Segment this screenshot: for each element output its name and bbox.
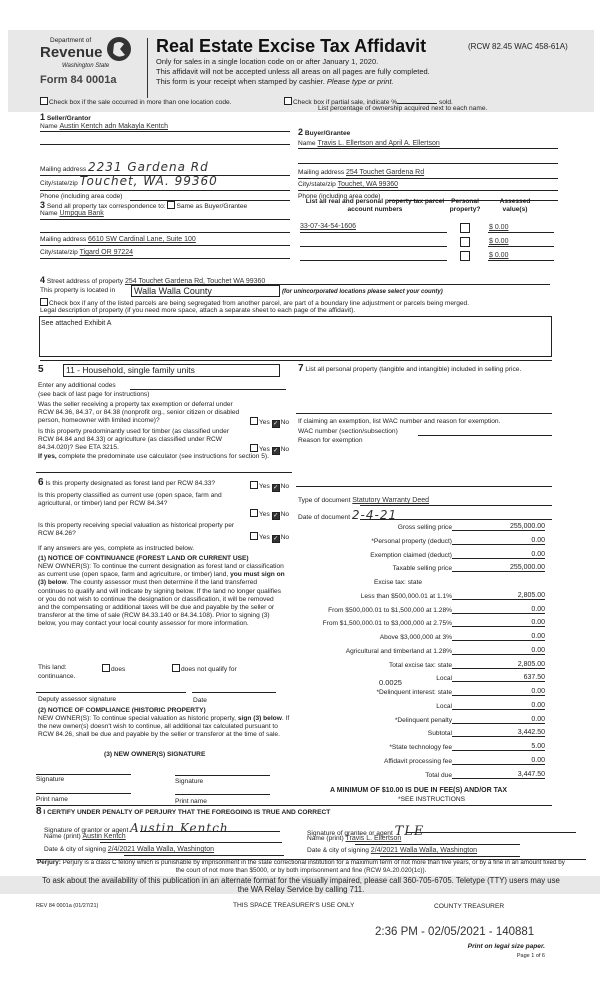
text-bold: you must sign on (3) below — [38, 571, 285, 587]
local-rate: 0.0025 — [379, 678, 402, 687]
minimum-due-note: A MINIMUM OF $10.00 IS DUE IN FEE(S) AND/OR TAX — [330, 787, 508, 794]
buyer-name[interactable]: Travis L. Ellertson and April A. Ellertson — [317, 140, 440, 147]
subtitle-line: This form is your receipt when stamped by cashier. — [156, 77, 325, 86]
label: Name (print) — [307, 835, 344, 842]
tax-row-value[interactable]: 3,447.50 — [452, 771, 545, 779]
section-number: 7 — [298, 363, 304, 374]
treasurer-use-label: THIS SPACE TREASURER'S USE ONLY — [233, 902, 355, 909]
tax-row-label: Exemption claimed (deduct) — [370, 551, 452, 559]
forest-yes-checkbox[interactable] — [250, 481, 258, 489]
tax-row-value[interactable]: 637.50 — [452, 674, 545, 682]
seller-heading: Seller/Grantor — [46, 115, 91, 122]
print-name-label: Print name — [36, 796, 68, 803]
yes-label: Yes — [259, 446, 270, 453]
date-label: Date — [193, 697, 207, 704]
deputy-signature-label: Deputy assessor signature — [38, 696, 117, 703]
tax-row-label: Above $3,000,000 at 3% — [379, 634, 452, 641]
continuance-label: continuance. — [38, 673, 76, 680]
reason-label: Reason for exemption — [298, 437, 363, 444]
personal-property-heading: List all personal property (tangible and intangible) included in selling price. — [305, 366, 522, 373]
partial-sale-label: Check box if partial sale, indicate % — [293, 99, 398, 106]
tax-row-label: *Delinquent penalty — [394, 716, 452, 724]
legal-size-note: Print on legal size paper. — [467, 943, 545, 950]
personal-property-checkbox[interactable] — [460, 223, 470, 233]
historic-yes-checkbox[interactable] — [250, 532, 258, 540]
seller-mailing[interactable]: 2231 Gardena Rd — [88, 160, 209, 174]
tax-row-label: *Delinquent interest: state — [376, 689, 452, 696]
deputy-date-input[interactable] — [192, 692, 276, 693]
this-land-label: This land: — [38, 664, 67, 671]
form-number: Form 84 0001a — [40, 74, 117, 86]
grantee-date[interactable]: 2/4/2021 Walla Walla, Washington — [370, 847, 478, 854]
doc-date-input[interactable]: 2-4-21 — [351, 508, 398, 522]
correspondence-mailing[interactable]: 6610 SW Cardinal Lane, Suite 100 — [88, 236, 196, 243]
assessed-value-input[interactable]: $ 0.00 — [489, 238, 509, 245]
current-use-yes-checkbox[interactable] — [250, 509, 258, 517]
tax-row-value[interactable]: 255,000.00 — [452, 564, 545, 572]
deputy-signature-input[interactable] — [36, 692, 186, 693]
wac-label: WAC number (section/subsection) — [298, 428, 398, 435]
owner-signature-input[interactable] — [36, 774, 131, 775]
grantee-name[interactable]: Travis L. Ellertson — [345, 835, 402, 842]
tax-row-value[interactable]: 0.00 — [452, 688, 545, 696]
personal-property-checkbox[interactable] — [460, 251, 470, 261]
tax-row-value[interactable]: 0.00 — [452, 551, 545, 559]
does-not-label: does not qualify for — [181, 666, 237, 673]
parcel-underline — [300, 246, 447, 247]
same-as-buyer-label: Same as Buyer/Grantee — [176, 203, 248, 210]
personal-property-checkbox[interactable] — [460, 237, 470, 247]
label: Mailing address — [298, 169, 345, 176]
same-as-buyer-checkbox[interactable] — [167, 201, 175, 209]
section-number: 4 — [40, 275, 46, 285]
current-use-question: Is this property classified as current use (open space, farm and agricultural, or timber) land per RCW 84.34? — [38, 492, 222, 508]
tax-row-label: Total excise tax: state — [388, 661, 452, 669]
grantor-name[interactable]: Austin Kentch — [82, 833, 126, 840]
text-bold: sign (3) below — [237, 715, 282, 722]
ownership-note: List percentage of ownership acquired next to each name. — [318, 105, 488, 112]
accessibility-note: To ask about the availability of this publication in an alternate format for the visually impaired, please call 360-705-6705. Teletype (TTY) users may use the WA Relay Service by calling 711. — [42, 876, 560, 894]
legal-description-input[interactable]: See attached Exhibit A — [39, 316, 552, 357]
subtitle-line: Only for sales in a single location code on or after January 1, 2020. — [156, 57, 379, 66]
assessed-header: Assessed value(s) — [499, 198, 531, 213]
additional-codes-label: Enter any additional codes — [38, 382, 116, 389]
label: City/state/zip — [40, 249, 78, 256]
new-owner-signature-title: (3) NEW OWNER(S) SIGNATURE — [104, 751, 206, 758]
correspondence-city[interactable]: Tigard OR 97224 — [79, 249, 134, 256]
owner-print-name-input[interactable] — [36, 793, 131, 794]
section-number: 3 — [40, 200, 46, 210]
revenue-logo-icon — [104, 35, 134, 63]
buyer-phone-label: Phone (including area code) — [298, 193, 381, 200]
county-note: (for unincorporated locations please select your county) — [282, 289, 443, 295]
q1-yes-checkbox[interactable] — [250, 417, 258, 425]
instructions-note: (see back of last page for instructions) — [38, 391, 150, 398]
multi-location-checkbox[interactable] — [40, 97, 48, 105]
q2-yes-checkbox[interactable] — [250, 444, 258, 452]
section-number: 1 — [40, 112, 46, 122]
label: Name — [40, 210, 58, 217]
note-text: complete the predominate use calculator (see instructions for section 5). — [58, 453, 269, 460]
partial-sale-suffix: sold. — [438, 99, 453, 106]
tax-row-value[interactable]: 255,000.00 — [452, 523, 545, 531]
notice-continuance-title: (1) NOTICE OF CONTINUANCE (FOREST LAND OR CURRENT USE) — [38, 555, 249, 562]
forest-no-checkbox[interactable]: ✓ — [273, 485, 279, 491]
tax-row-label: Gross selling price — [397, 524, 452, 531]
doc-date-label: Date of document — [298, 514, 351, 521]
assessed-underline — [488, 260, 554, 261]
tax-row-label: Agricultural and timberland at 1.28% — [345, 647, 452, 655]
multi-location-label: Check box if the sale occurred in more than one location code. — [49, 99, 232, 106]
label: Name — [298, 140, 316, 147]
historic-no-checkbox[interactable]: ✓ — [273, 536, 279, 542]
reason-input[interactable] — [296, 486, 552, 487]
tax-row-value[interactable]: 0.00 — [452, 716, 545, 724]
tax-row-value[interactable]: 0.00 — [452, 537, 545, 545]
no-label: No — [280, 419, 290, 426]
exemption-question: Was the seller receiving a property tax exemption or deferral under RCW 84.36, 84.37, or 84.38 (nonprofit org., senior citizen or disabled person, homeowner with limited income)? — [38, 401, 240, 425]
buyer-city[interactable]: Touchet, WA 99360 — [337, 181, 399, 188]
does-qualify-checkbox[interactable] — [102, 664, 110, 672]
tax-row-label: Local — [436, 702, 452, 710]
parcel-underline — [300, 260, 447, 261]
signature-label: Signature — [36, 776, 65, 783]
no-label: No — [280, 446, 290, 453]
forest-question: Is this property designated as forest land per RCW 84.33? — [45, 480, 216, 487]
segregated-checkbox[interactable] — [40, 298, 48, 306]
located-label: This property is located in — [40, 287, 116, 294]
historic-question: Is this property receiving special valuation as historical property per RCW 84.26? — [38, 522, 235, 538]
label: Mailing address — [40, 236, 87, 243]
q2-no-checkbox[interactable]: ✓ — [273, 448, 279, 454]
grantor-signature[interactable]: Austin Kentch — [130, 821, 229, 835]
signature-label: Signature — [175, 778, 204, 785]
tax-row-label: Subtotal — [427, 730, 452, 738]
tax-row-label: Total due — [425, 771, 452, 779]
label: City/state/zip — [298, 181, 336, 188]
perjury-bold: Perjury: — [37, 859, 61, 866]
property-street[interactable]: 254 Touchet Gardena Rd, Touchet WA 99360 — [124, 278, 266, 285]
tax-row-value[interactable]: 3,442.50 — [452, 729, 545, 737]
no-label: No — [280, 511, 290, 518]
text: NEW OWNER(S): To continue the current designation as forest land or classification as current use (open space, farm and agriculture, or timber) land, — [38, 563, 284, 579]
q1-no-checkbox[interactable]: ✓ — [273, 421, 279, 427]
yes-label: Yes — [259, 419, 270, 426]
personal-header: Personal property? — [449, 198, 481, 213]
additional-codes-input[interactable] — [130, 389, 286, 390]
perjury-text: Perjury is a class C felony which is punishable by imprisonment in the state correctional institution for a maximum term of not more than five years, or by a fine in an amount fixed by the court of not more than $5000, or by both imprisonment and fine (RCW 9A.20.020(1c)). — [62, 859, 565, 874]
tax-row-value[interactable]: 0.00 — [452, 633, 545, 641]
label: Date & city of signing — [307, 847, 369, 854]
text: . If the new owner(s) doesn't wish to continue, all additional tax calculated pursuant to RCW 84.26, shall be due and payable by the seller or transferor at the time of sale. — [38, 715, 290, 739]
parcel-number-input[interactable]: 33-07-34-54-1606 — [300, 223, 357, 230]
tax-row-label: *State technology fee — [389, 744, 452, 751]
tax-row-label: Taxable selling price — [392, 565, 452, 573]
page-number: Page 1 of 6 — [516, 953, 545, 959]
notice-compliance-text — [38, 715, 290, 740]
correspondence-name[interactable]: Umpqua Bank — [59, 210, 104, 217]
tax-row-value[interactable]: 2,805.00 — [452, 592, 545, 600]
assessed-value-input[interactable]: $ 0.00 — [489, 252, 509, 259]
owner-print-name-input[interactable] — [175, 794, 270, 795]
form-citation: (RCW 82.45 WAC 458-61A) — [468, 42, 568, 51]
certify-statement: I CERTIFY UNDER PENALTY OF PERJURY THAT THE FOREGOING IS TRUE AND CORRECT — [43, 809, 331, 816]
text: NEW OWNER(S): To continue special valuation as historic property, — [38, 715, 237, 722]
yes-label: Yes — [259, 534, 270, 541]
yes-label: Yes — [259, 483, 270, 490]
buyer-mailing[interactable]: 254 Touchet Gardena Rd — [346, 169, 425, 176]
tax-row-value[interactable]: 0.00 — [452, 702, 545, 710]
assessed-underline — [488, 246, 554, 247]
no-label: No — [280, 534, 290, 541]
yes-label: Yes — [259, 511, 270, 518]
section-number: 8 — [36, 806, 42, 817]
no-label: No — [280, 483, 290, 490]
doc-type-input[interactable]: Statutory Warranty Deed — [352, 497, 430, 504]
treasurer-stamp: 2:36 PM - 02/05/2021 - 140881 — [375, 926, 535, 938]
does-not-qualify-checkbox[interactable] — [172, 664, 180, 672]
tax-row-value[interactable]: 5.00 — [452, 743, 545, 751]
label: City/state/zip — [40, 180, 78, 187]
county-treasurer-label: COUNTY TREASURER — [434, 903, 505, 910]
tax-row-value[interactable]: 0.00 — [452, 606, 545, 614]
label: Signature of grantee or agent — [307, 830, 393, 837]
notice-continuance-text — [38, 563, 286, 629]
tax-row-label: From $500,000.01 to $1,500,000 at 1.28% — [328, 606, 452, 614]
state-label: Washington State — [62, 63, 110, 69]
notice-compliance-title: (2) NOTICE OF COMPLIANCE (HISTORIC PROPERTY) — [38, 707, 206, 714]
legal-label: Legal description of property (if you need more space, attach a separate sheet to each page of the affidavit). — [40, 307, 356, 314]
label: Name (print) — [44, 833, 81, 840]
tax-row-label: Local — [436, 675, 452, 683]
parcel-header: List all real and personal property tax parcel account numbers — [305, 198, 445, 213]
dept-name: Revenue — [40, 44, 103, 61]
does-label: does — [111, 666, 126, 673]
tax-row-label: Affidavit processing fee — [383, 757, 452, 765]
tax-row-value[interactable]: 2,805.00 — [452, 661, 545, 669]
tax-row-label: Less than $500,000.01 at 1.1% — [360, 592, 452, 600]
section-number: 5 — [38, 364, 44, 375]
assessed-value-input[interactable]: $ 0.00 — [489, 224, 509, 231]
section-number: 6 — [38, 477, 44, 488]
tax-row-label: *Personal property (deduct) — [371, 537, 452, 545]
subtitle-line: This affidavit will not be accepted unless all areas on all pages are fully completed. — [156, 67, 430, 76]
subtitle-emphasis: Please type or print. — [326, 77, 394, 86]
wac-input[interactable] — [418, 435, 552, 436]
section-number: 2 — [298, 127, 304, 137]
correspondence-heading: Send all property tax correspondence to: — [46, 203, 166, 210]
doc-type-label: Type of document — [298, 497, 351, 504]
yes-instructions: If any answers are yes, complete as instructed below. — [38, 545, 195, 552]
form-title: Real Estate Excise Tax Affidavit — [156, 36, 427, 56]
see-instructions: *SEE INSTRUCTIONS — [398, 796, 466, 803]
label: Street address of property — [46, 278, 124, 285]
personal-property-input[interactable] — [296, 413, 552, 414]
perjury-notice — [36, 859, 566, 874]
assessed-underline — [488, 232, 554, 233]
header-divider — [147, 38, 148, 98]
text: . The county assessor must then determine if the land transferred continues to qualify and will indicate by signing below. If the land no longer qualifies or you do not wish to continue the designation or classification, it will be removed and the compensating or additional taxes will be due and payable by the seller or transferor at the time of sale (RCW 84.33.140 or 84.34.108). Prior to signing (3) below, you may contact your local county assessor for more information. — [38, 579, 282, 628]
partial-sale-checkbox[interactable] — [284, 97, 292, 105]
tax-row-value[interactable]: 0.00 — [452, 647, 545, 655]
grantee-signature[interactable]: TLE — [394, 824, 425, 839]
buyer-heading: Buyer/Grantee — [304, 130, 351, 137]
tax-row-value[interactable]: 0.00 — [452, 619, 545, 627]
exemption-note: If claiming an exemption, list WAC number and reason for exemption. — [298, 418, 501, 425]
owner-signature-input[interactable] — [175, 775, 270, 776]
label: Name — [40, 123, 58, 130]
use-code-select[interactable]: 11 - Household, single family units — [63, 364, 280, 377]
tax-row-label: Excise tax: state — [373, 579, 422, 586]
seller-name[interactable]: Austin Kentch adn Makayla Kentch — [59, 123, 169, 130]
current-use-no-checkbox[interactable]: ✓ — [273, 513, 279, 519]
tax-row-label: From $1,500,000.01 to $3,000,000 at 2.75% — [322, 620, 452, 628]
seller-phone-label: Phone (including area code) — [40, 193, 123, 200]
tax-row-value[interactable]: 0.00 — [452, 757, 545, 765]
note-bold: If yes, — [38, 453, 57, 460]
revision-label: REV 84 0001a (01/27/21) — [36, 903, 99, 909]
timber-question: Is this property predominantly used for timber (as classified under RCW 84.84 and 84.33) or agriculture (as classified under RCW 84.34.020)? See ETA 3215. — [38, 428, 229, 452]
label: Mailing address — [40, 166, 87, 173]
dept-line: Department of — [50, 37, 92, 44]
segregated-label: Check box if any of the listed parcels are being segregated from another parcel, are part of a boundary line adjustment or parcels being merged. — [49, 300, 470, 307]
partial-sale-input[interactable] — [397, 103, 437, 104]
county-select[interactable]: Walla Walla County — [131, 285, 280, 297]
label: Date & city of signing — [44, 846, 106, 853]
label: Signature of grantor or agent — [44, 827, 129, 834]
parcel-underline — [300, 232, 447, 233]
seller-city[interactable]: Touchet, WA. 99360 — [79, 174, 218, 188]
print-name-label: Print name — [175, 798, 207, 805]
grantor-date[interactable]: 2/4/2021 Walla Walla, Washington — [107, 846, 215, 853]
